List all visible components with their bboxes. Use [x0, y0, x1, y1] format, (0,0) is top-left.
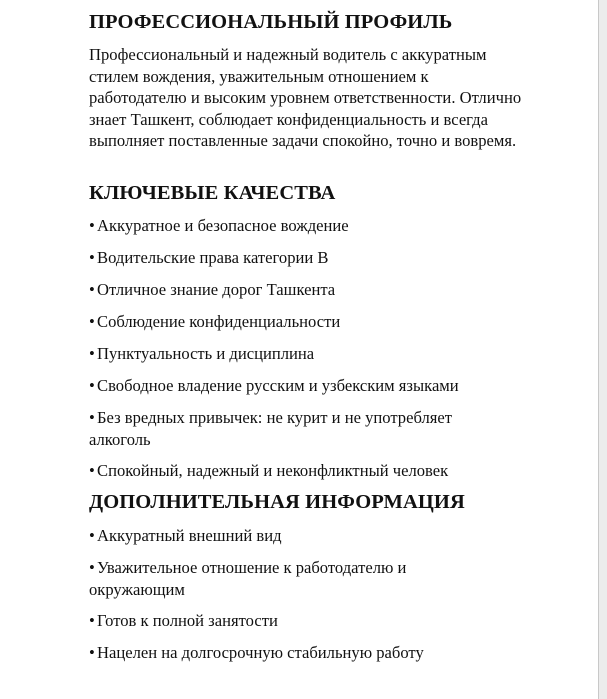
- quality-text: Отличное знание дорог Ташкента: [97, 280, 336, 299]
- bullet: •: [89, 376, 95, 395]
- list-item: [89, 247, 509, 269]
- list-item: [89, 343, 509, 365]
- quality-text: Водительские права категории B: [97, 248, 329, 267]
- bullet: •: [89, 280, 95, 299]
- list-item: [89, 525, 509, 547]
- list-item: [89, 610, 509, 632]
- list-item: [89, 642, 509, 664]
- bullet: •: [89, 461, 95, 480]
- bullet: •: [89, 344, 95, 363]
- quality-text: Спокойный, надежный и неконфликтный человек: [97, 461, 449, 480]
- qualities-heading: КЛЮЧЕВЫЕ КАЧЕСТВА: [89, 182, 336, 204]
- cropped-previous-line: [89, 0, 549, 5]
- list-item: [89, 407, 489, 450]
- bullet: •: [89, 611, 95, 630]
- quality-text: Пунктуальность и дисциплина: [97, 344, 315, 363]
- additional-heading: ДОПОЛНИТЕЛЬНАЯ ИНФОРМАЦИЯ: [89, 491, 465, 513]
- additional-text: Аккуратный внешний вид: [97, 526, 282, 545]
- profile-text: Профессиональный и надежный водитель с аккуратным стилем вождения, уважительным отношением к работодателю и высоким уровнем ответственности. Отлично знает Ташкент, соблюдает конфиденциальность и всегда выполняет поставленные задачи спокойно, точно и вовремя.: [89, 45, 522, 150]
- additional-text: Уважительное отношение к работодателю и окружающим: [89, 558, 407, 599]
- list-item: [89, 215, 509, 237]
- quality-text: Соблюдение конфиденциальности: [97, 312, 341, 331]
- page-edge: [599, 0, 607, 699]
- bullet: •: [89, 216, 95, 235]
- bullet: •: [89, 248, 95, 267]
- quality-text: Без вредных привычек: не курит и не употребляет алкоголь: [89, 408, 453, 449]
- quality-text: Аккуратное и безопасное вождение: [97, 216, 349, 235]
- list-item: [89, 557, 449, 600]
- profile-heading: ПРОФЕССИОНАЛЬНЫЙ ПРОФИЛЬ: [89, 11, 453, 33]
- bullet: •: [89, 408, 95, 427]
- quality-text: Свободное владение русским и узбекским языками: [97, 376, 459, 395]
- list-item: [89, 460, 509, 482]
- bullet: •: [89, 312, 95, 331]
- bullet: •: [89, 526, 95, 545]
- list-item: [89, 311, 509, 333]
- bullet: •: [89, 643, 95, 662]
- list-item: [89, 375, 509, 397]
- additional-text: Готов к полной занятости: [97, 611, 278, 630]
- list-item: [89, 279, 509, 301]
- bullet: •: [89, 558, 95, 577]
- additional-text: Нацелен на долгосрочную стабильную работу: [97, 643, 424, 662]
